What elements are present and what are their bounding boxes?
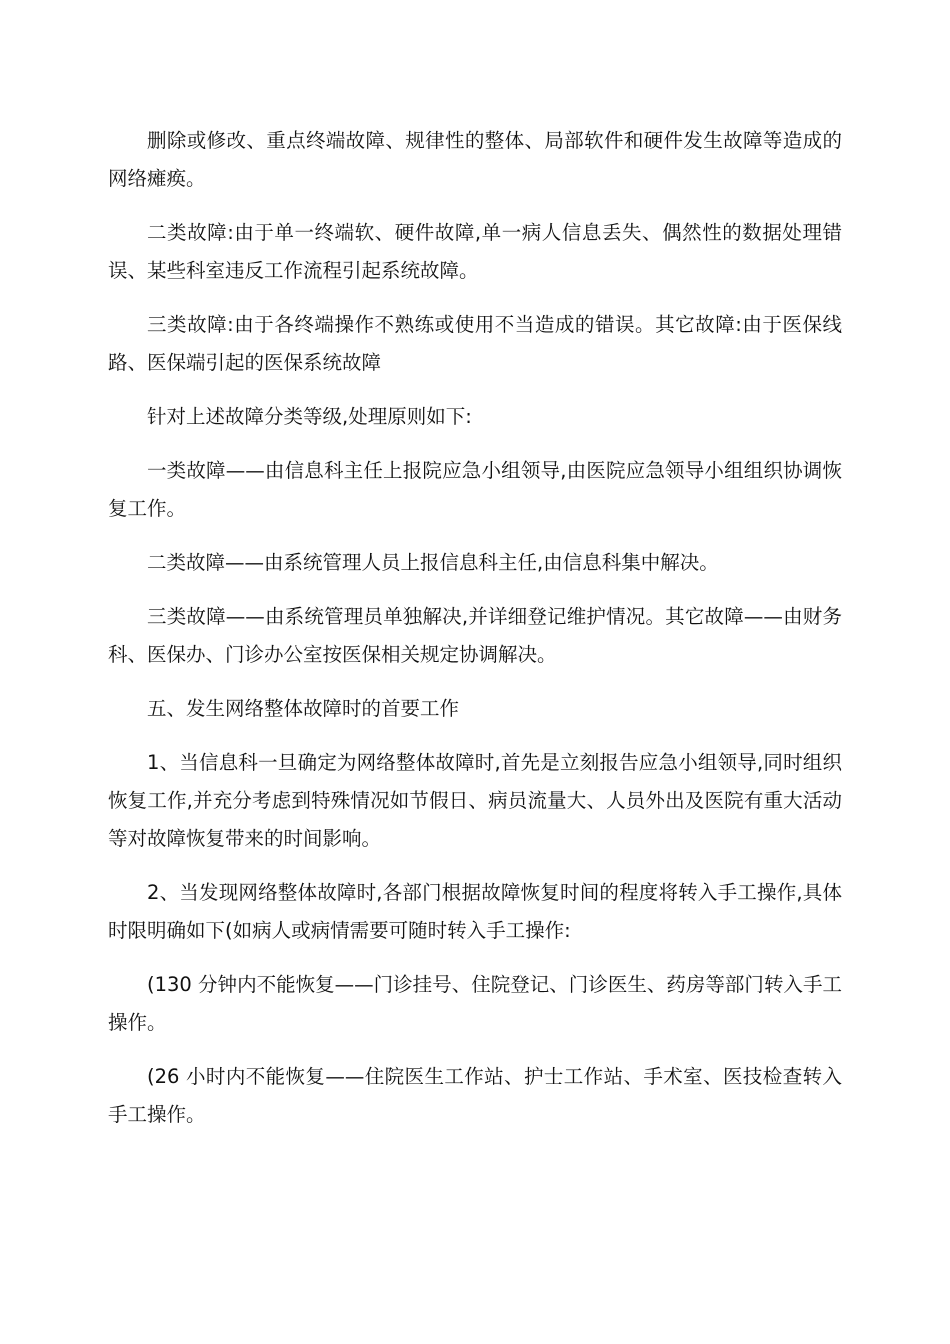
paragraph-class-two-handling: 二类故障——由系统管理人员上报信息科主任,由信息科集中解决。 [147, 551, 719, 574]
paragraph-item-1: 1、当信息科一旦确定为网络整体故障时,首先是立刻报告应急小组领导,同时组织恢复工作,并充分考虑到特殊情况如节假日、病员流量大、人员外出及医院有重大活动等对故障恢复带来的时间影响。 [108, 751, 842, 850]
paragraph-sub-item-1: (130 分钟内不能恢复——门诊挂号、住院登记、门诊医生、药房等部门转入手工操作。 [108, 973, 842, 1034]
paragraph-class-one-handling: 一类故障——由信息科主任上报院应急小组领导,由医院应急领导小组组织协调恢复工作。 [108, 459, 842, 520]
paragraph-class-two-fault: 二类故障:由于单一终端软、硬件故障,单一病人信息丢失、偶然性的数据处理错误、某些科室违反工作流程引起系统故障。 [108, 221, 842, 282]
paragraph-network-paralysis: 删除或修改、重点终端故障、规律性的整体、局部软件和硬件发生故障等造成的网络瘫痪。 [108, 129, 842, 190]
paragraph-item-2: 2、当发现网络整体故障时,各部门根据故障恢复时间的程度将转入手工操作,具体时限明确如下(如病人或病情需要可随时转入手工操作: [108, 881, 842, 942]
paragraph-class-three-fault: 三类故障:由于各终端操作不熟练或使用不当造成的错误。其它故障:由于医保线路、医保端引起的医保系统故障 [108, 313, 842, 374]
paragraph-class-three-handling: 三类故障——由系统管理员单独解决,并详细登记维护情况。其它故障——由财务科、医保办、门诊办公室按医保相关规定协调解决。 [108, 605, 842, 666]
section-heading-five: 五、发生网络整体故障时的首要工作 [147, 697, 460, 720]
paragraph-handling-principles: 针对上述故障分类等级,处理原则如下: [147, 405, 472, 428]
document-body [108, 122, 842, 1150]
paragraph-sub-item-2: (26 小时内不能恢复——住院医生工作站、护士工作站、手术室、医技检查转入手工操作。 [108, 1065, 842, 1126]
